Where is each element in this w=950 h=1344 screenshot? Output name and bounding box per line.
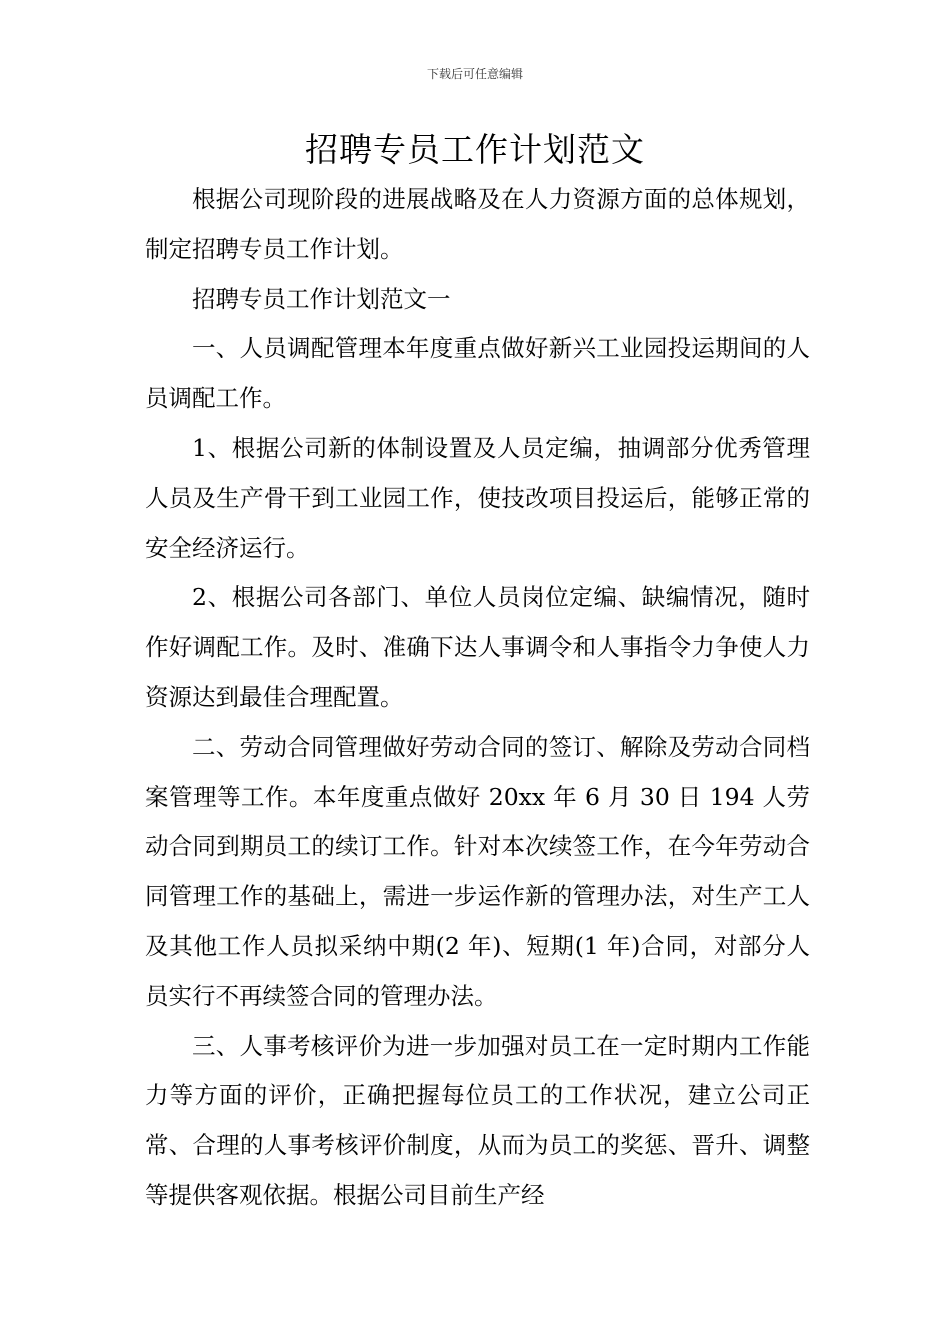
- paragraph-item-2: 2、根据公司各部门、单位人员岗位定编、缺编情况，随时作好调配工作。及时、准确下达人事调令和人事指令力争使人力资源达到最佳合理配置。: [145, 583, 810, 711]
- document-body: [145, 175, 810, 1221]
- document-title: 招聘专员工作计划范文: [305, 130, 645, 169]
- paragraph-section-heading: 招聘专员工作计划范文一: [192, 284, 451, 313]
- paragraph-labor-contract: 二、劳动合同管理做好劳动合同的签订、解除及劳动合同档案管理等工作。本年度重点做好 20xx 年 6 月 30 日 194 人劳动合同到期员工的续订工作。针对本次续签工作，在今年劳动合同管理工作的基础上，需进一步运作新的管理办法，对生产工人及其他工作人员拟采纳中期(2 年)、短期(1 年)合同，对部分人员实行不再续签合同的管理办法。: [145, 732, 810, 1010]
- header-note: 下载后可任意编辑: [426, 67, 523, 81]
- paragraph-intro: 根据公司现阶段的进展战略及在人力资源方面的总体规划，制定招聘专员工作计划。: [145, 185, 810, 263]
- paragraph-performance-review: 三、人事考核评价为进一步加强对员工在一定时期内工作能力等方面的评价，正确把握每位员工的工作状况，建立公司正常、合理的人事考核评价制度，从而为员工的奖惩、晋升、调整等提供客观依据。根据公司目前生产经: [145, 1031, 810, 1209]
- paragraph-staff-allocation: 一、人员调配管理本年度重点做好新兴工业园投运期间的人员调配工作。: [145, 334, 810, 413]
- paragraph-item-1: 1、根据公司新的体制设置及人员定编，抽调部分优秀管理人员及生产骨干到工业园工作，使技改项目投运后，能够正常的安全经济运行。: [145, 433, 810, 562]
